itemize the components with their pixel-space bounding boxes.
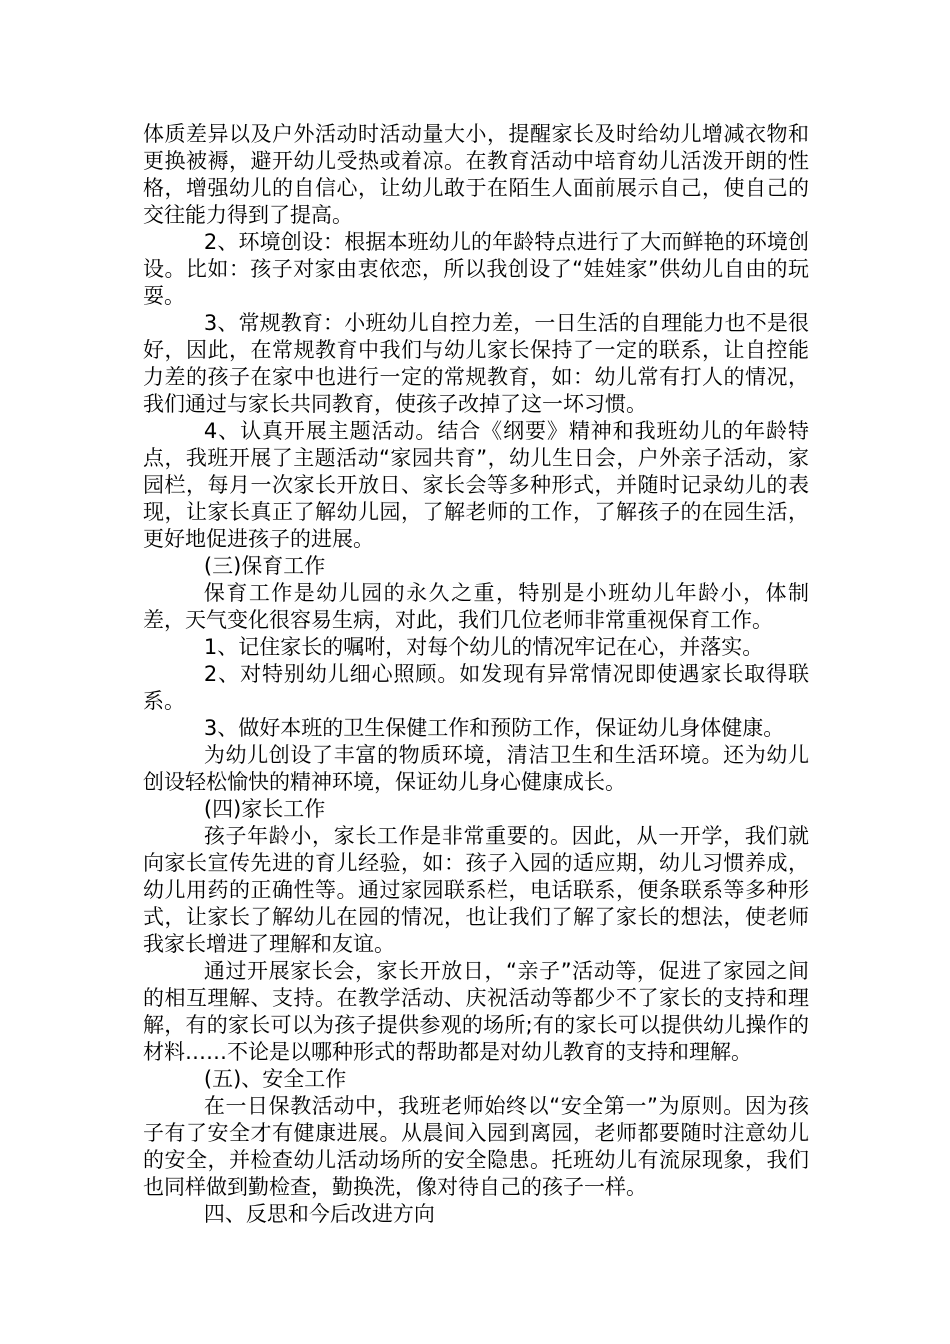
paragraph-2: 2、环境创设：根据本班幼儿的年龄特点进行了大而鲜艳的环境创设。比如：孩子对家由衷依恋，所以我创设了“娃娃家”供幼儿自由的玩耍。 <box>143 230 809 308</box>
paragraph-6: 1、记住家长的嘱咐，对每个幼儿的情况牢记在心，并落实。 <box>203 635 764 659</box>
section-heading-3: (三)保育工作 <box>203 554 326 578</box>
paragraph-4: 4、认真开展主题活动。结合《纲要》精神和我班幼儿的年龄特点，我班开展了主题活动“家园共育”，幼儿生日会，户外亲子活动，家园栏，每月一次家长开放日、家长会等多种形式，并随时记录幼儿的表现，让家长真正了解幼儿园，了解老师的工作，了解孩子的在园生活，更好地促进孩子的进展。 <box>143 419 809 551</box>
section-heading-4: (四)家长工作 <box>203 797 326 821</box>
paragraph-12: 在一日保教活动中，我班老师始终以“安全第一”为原则。因为孩子有了安全才有健康进展。从晨间入园到离园，老师都要随时注意幼儿的安全，并检查幼儿活动场所的安全隐患。托班幼儿有流尿现象，我们也同样做到勤检查，勤换洗，像对待自己的孩子一样。 <box>143 1094 809 1199</box>
paragraph-11: 通过开展家长会，家长开放日，“亲子”活动等，促进了家园之间的相互理解、支持。在教学活动、庆祝活动等都少不了家长的支持和理解，有的家长可以为孩子提供参观的场所;有的家长可以提供幼儿操作的材料……不论是以哪种形式的帮助都是对幼儿教育的支持和理解。 <box>143 959 809 1064</box>
paragraph-7: 2、对特别幼儿细心照顾。如发现有异常情况即使遇家长取得联系。 <box>143 662 809 713</box>
section-heading-5: (五)、安全工作 <box>203 1067 347 1091</box>
paragraph-9: 为幼儿创设了丰富的物质环境，清洁卫生和生活环境。还为幼儿创设轻松愉快的精神环境，保证幼儿身心健康成长。 <box>143 743 809 794</box>
paragraph-5: 保育工作是幼儿园的永久之重，特别是小班幼儿年龄小，体制差，天气变化很容易生病，对此，我们几位老师非常重视保育工作。 <box>143 581 809 632</box>
paragraph-8: 3、做好本班的卫生保健工作和预防工作，保证幼儿身体健康。 <box>203 716 785 740</box>
section-heading-four: 四、反思和今后改进方向 <box>203 1202 435 1226</box>
paragraph-10: 孩子年龄小，家长工作是非常重要的。因此，从一开学，我们就向家长宣传先进的育儿经验，如：孩子入园的适应期，幼儿习惯养成，幼儿用药的正确性等。通过家园联系栏，电话联系，便条联系等多种形式，让家长了解幼儿在园的情况，也让我们了解了家长的想法，使老师我家长增进了理解和友谊。 <box>143 824 809 956</box>
paragraph-1: 体质差异以及户外活动时活动量大小，提醒家长及时给幼儿增减衣物和更换被褥，避开幼儿受热或着凉。在教育活动中培育幼儿活泼开朗的性格，增强幼儿的自信心，让幼儿敢于在陌生人面前展示自己，使自己的交往能力得到了提高。 <box>143 122 809 227</box>
document-body <box>143 121 809 1228</box>
paragraph-3: 3、常规教育：小班幼儿自控力差，一日生活的自理能力也不是很好，因此，在常规教育中我们与幼儿家长保持了一定的联系，让自控能力差的孩子在家中也进行一定的常规教育，如：幼儿常有打人的情况，我们通过与家长共同教育，使孩子改掉了这一坏习惯。 <box>143 311 809 416</box>
